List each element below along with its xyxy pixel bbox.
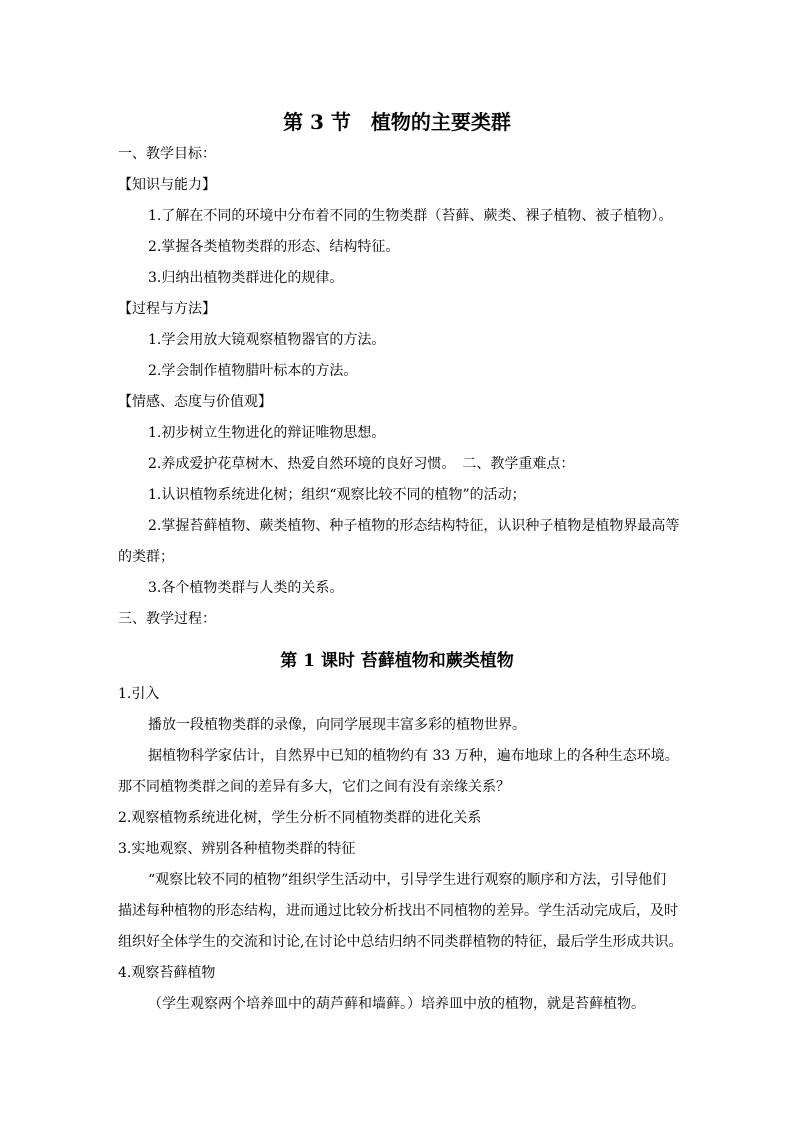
section-heading-process: 三、教学过程： [118,611,216,627]
paragraph-line: 那不同植物类群之间的差异有多大，它们之间有没有亲缘关系？ [118,779,510,795]
emotion-item: 2.养成爱护花草树木、热爱自然环境的良好习惯。 二、教学重难点： [148,456,575,472]
heading-emotion: 【情感、态度与价值观】 [118,394,272,410]
key-point-item: 3.各个植物类群与人类的关系。 [148,580,344,596]
process-item: 2.学会制作植物腊叶标本的方法。 [148,363,358,379]
knowledge-item: 3.归纳出植物类群进化的规律。 [148,270,344,286]
heading-knowledge: 【知识与能力】 [118,177,216,193]
step-heading: 3.实地观察、辨别各种植物类群的特征 [118,841,356,857]
paragraph-line: “观察比较不同的植物”组织学生活动中，引导学生进行观察的顺序和方法，引导他们 [148,872,667,888]
heading-process: 【过程与方法】 [118,301,216,317]
lesson-title: 第 1 课时 苔藓植物和蕨类植物 [280,651,514,671]
emotion-item: 1.初步树立生物进化的辩证唯物思想。 [148,425,386,441]
paragraph-line: 描述每种植物的形态结构，进而通过比较分析找出不同植物的差异。学生活动完成后，及时 [118,903,678,919]
section-heading-objectives: 一、教学目标： [118,146,216,162]
step-heading: 1.引入 [118,686,160,702]
key-point-item-continued: 的类群； [118,549,174,565]
knowledge-item: 1.了解在不同的环境中分布着不同的生物类群（苔藓、蕨类、裸子植物、被子植物）。 [148,208,673,224]
paragraph-line: 播放一段植物类群的录像，向同学展现丰富多彩的植物世界。 [148,717,526,733]
step-heading: 2.观察植物系统进化树，学生分析不同植物类群的进化关系 [118,810,482,826]
page-title: 第 3 节 植物的主要类群 [283,110,511,134]
key-point-item: 2.掌握苔藓植物、蕨类植物、种子植物的形态结构特征，认识种子植物是植物界最高等 [148,518,680,534]
key-point-item: 1.认识植物系统进化树；组织“观察比较不同的植物”的活动； [148,487,526,503]
paragraph-line: 据植物科学家估计，自然界中已知的植物约有 33 万种，遍布地球上的各种生态环境。 [148,748,679,764]
process-item: 1.学会用放大镜观察植物器官的方法。 [148,332,386,348]
knowledge-item: 2.掌握各类植物类群的形态、结构特征。 [148,239,400,255]
step-heading: 4.观察苔藓植物 [118,965,216,981]
paragraph-line: （学生观察两个培养皿中的葫芦藓和墙藓。）培养皿中放的植物，就是苔藓植物。 [148,996,645,1012]
paragraph-line: 组织好全体学生的交流和讨论,在讨论中总结归纳不同类群植物的特征，最后学生形成共识。 [118,934,683,950]
